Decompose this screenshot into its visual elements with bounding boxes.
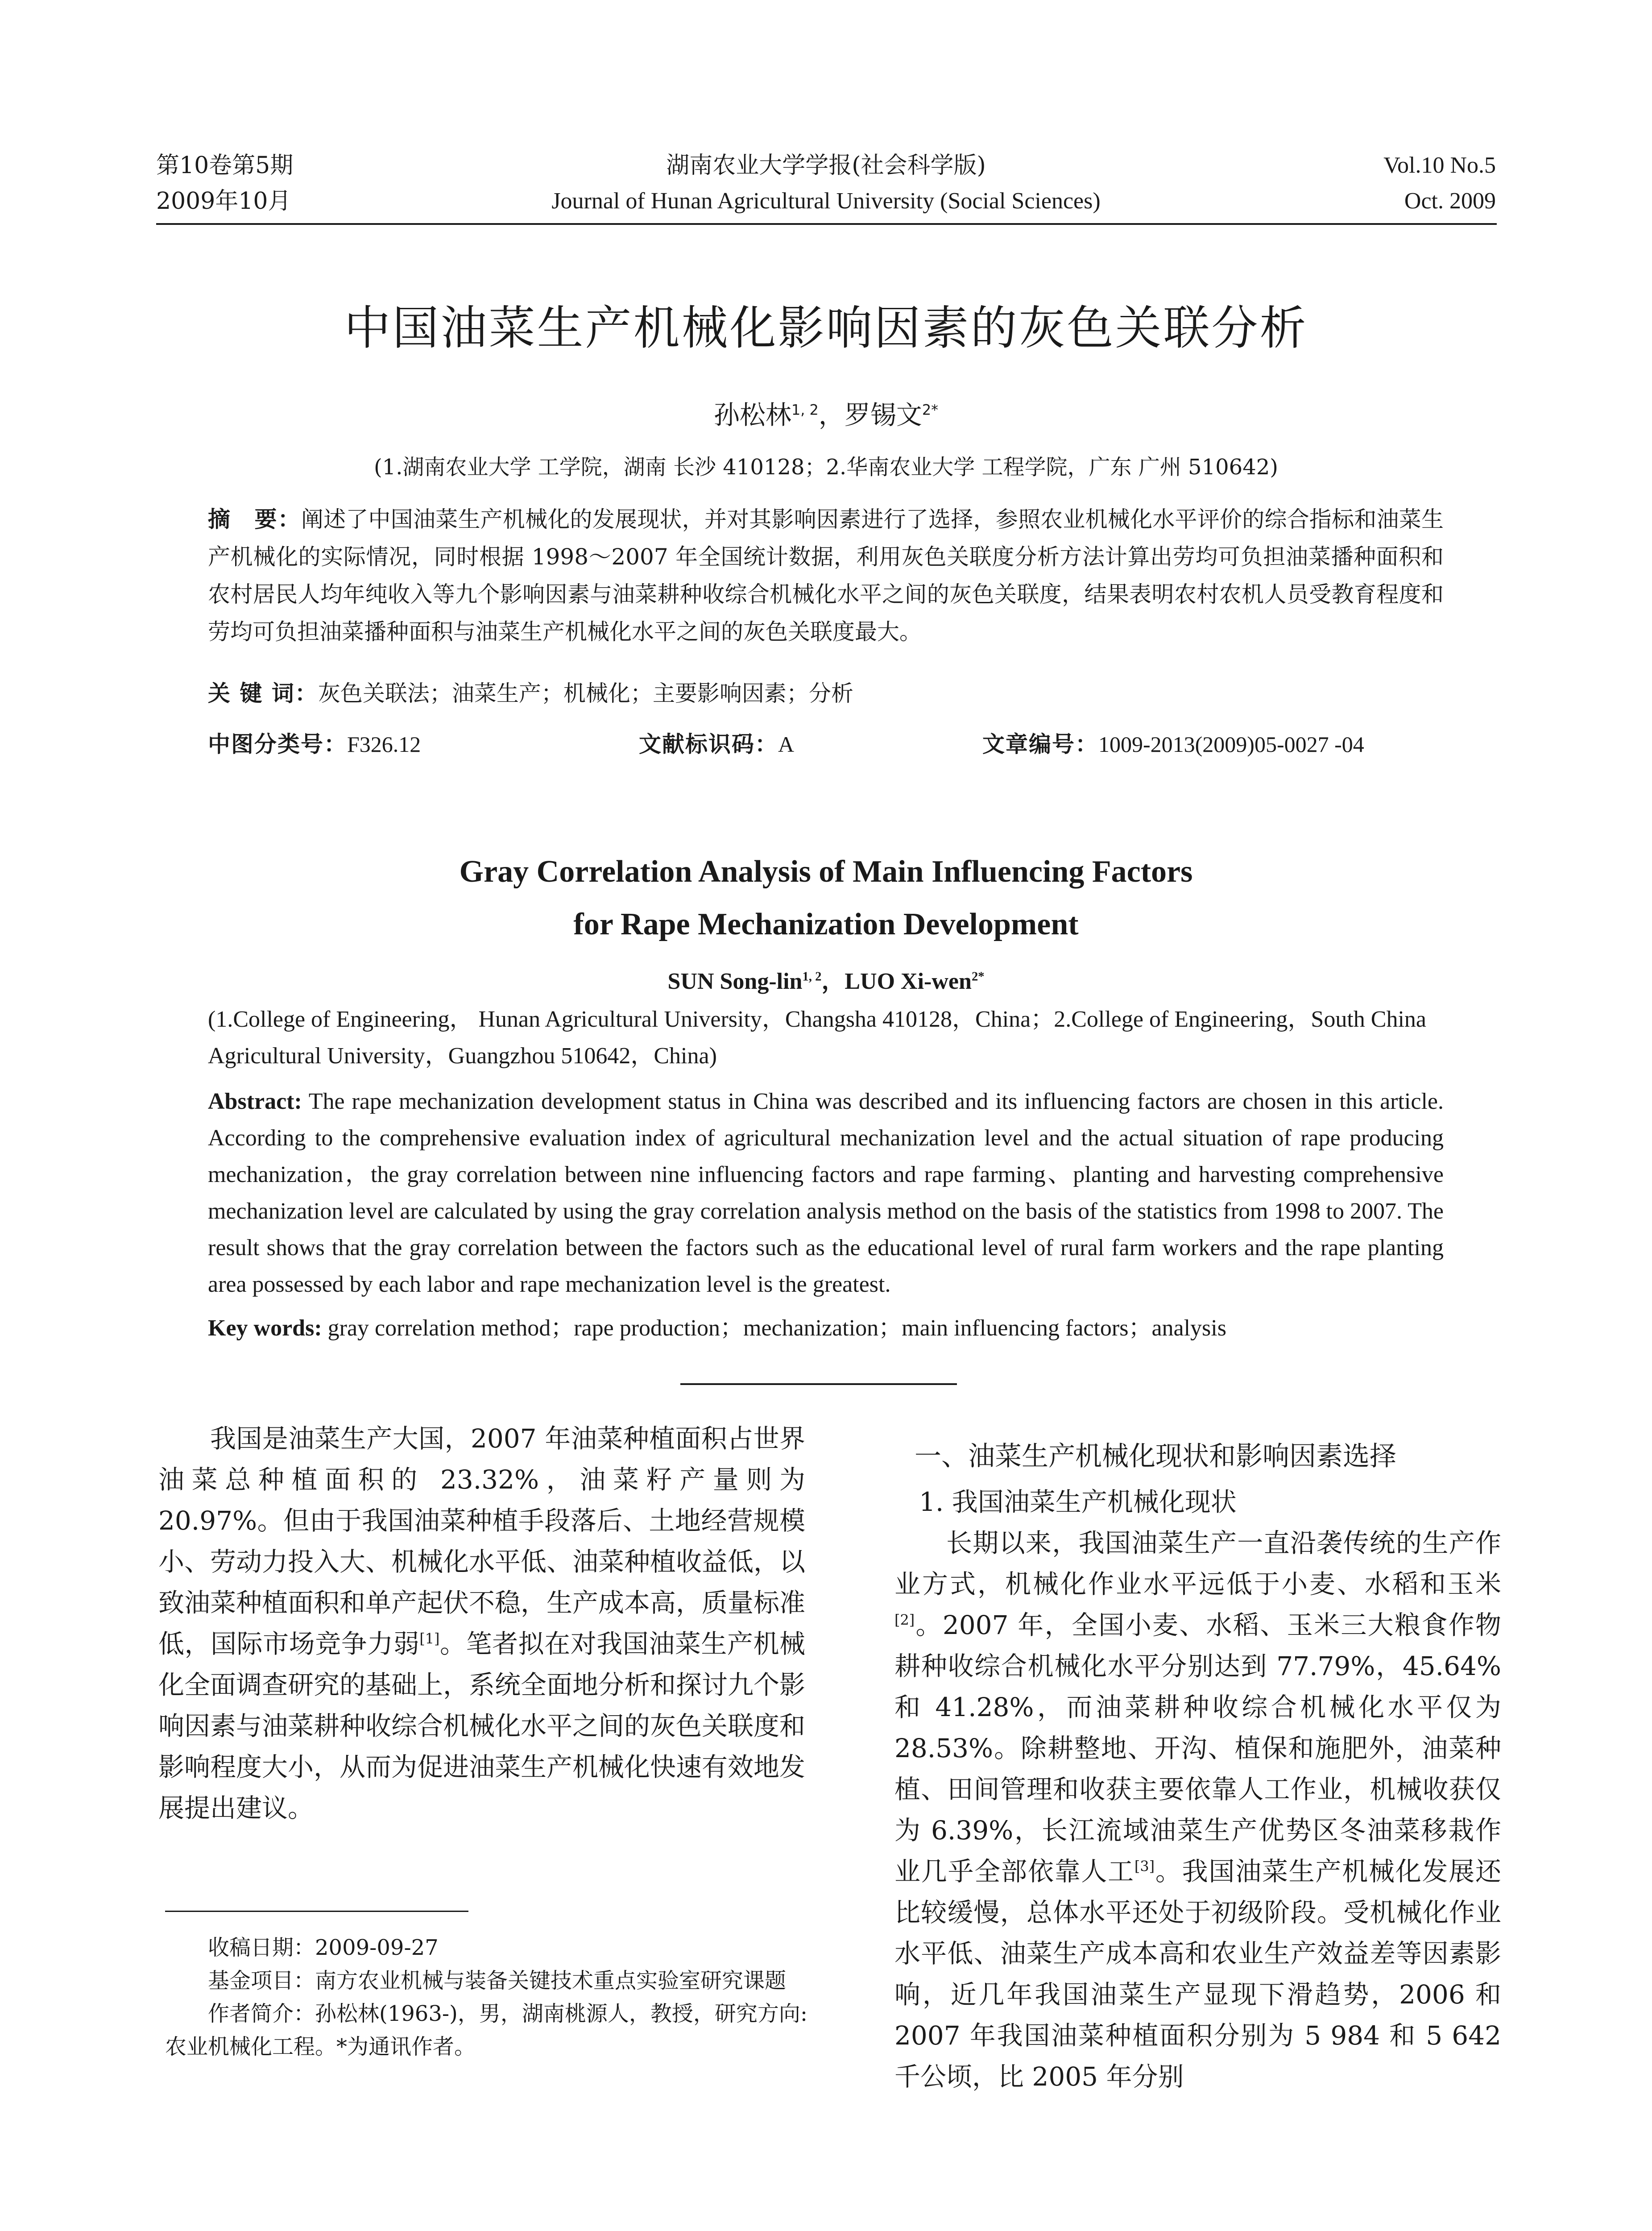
status-paragraph bbox=[894, 1522, 1501, 2097]
footnotes bbox=[165, 1931, 807, 2063]
en-abstract-text: The rape mechanization development status in China was described and its influencing factors are chosen in this article. According to the comprehensive evaluation index of agricultural mechanization level and the actual situation of rape producing mechanization，the gray correlation between nine influencing factors and rape farming、planting and harvesting comprehensive mechanization level are calculated by using the gray correlation analysis method on the basis of the statistics from 1998 to 2007. The result shows that the gray correlation between the factors such as the educational level of rural farm workers and the rape planting area possessed by each labor and rape mechanization level is the greatest. bbox=[208, 1089, 1444, 1297]
header-rule bbox=[156, 223, 1497, 225]
en-abstract bbox=[208, 1083, 1444, 1303]
header-vol-no: Vol.10 No.5 bbox=[1383, 153, 1496, 178]
status-text-3: 。我国油菜生产机械化发展还比较缓慢，总体水平还处于初级阶段。受机械化作业水平低、油菜生产成本高和农业生产效益差等因素影响，近几年我国油菜生产显现下滑趋势，2006 和 2007 年我国油菜种植面积分别为 5 984 和 5 642 千公顷，比 2005 年分别 bbox=[894, 1856, 1501, 2092]
status-text-1: 长期以来，我国油菜生产一直沿袭传统的生产作业方式，机械化作业水平远低于小麦、水稻和玉米 bbox=[894, 1528, 1501, 1599]
cn-article-value: 1009-2013(2009)05-0027 -04 bbox=[1098, 732, 1364, 757]
en-abstract-label: Abstract: bbox=[208, 1089, 302, 1114]
en-affiliation: (1.College of Engineering， Hunan Agricultural University，Changsha 410128，China；2.College of Engineering，South China Agricultural University，Guangzhou 510642，China) bbox=[208, 1007, 1426, 1069]
cn-clc-value: F326.12 bbox=[347, 732, 421, 757]
intro-text-b: 。笔者拟在对我国油菜生产机械化全面调查研究的基础上，系统全面地分析和探讨九个影响因素与油菜耕种收综合机械化水平之间的灰色关联度和影响程度大小，从而为促进油菜生产机械化快速有效地发展提出建议。 bbox=[158, 1629, 806, 1823]
en-author-2: LUO Xi-wen bbox=[845, 969, 972, 994]
section-title: 一、油菜生产机械化现状和影响因素选择 bbox=[915, 1441, 1396, 1472]
intro-paragraph bbox=[158, 1418, 805, 1829]
intro-text-a: 我国是油菜生产大国，2007 年油菜种植面积占世界油菜总种植面积的 23.32%，油菜籽产量则为 20.97%。但由于我国油菜种植手段落后、土地经营规模小、劳动力投入大、机械化水平低、油菜种植收益低，以致油菜种植面积和单产起伏不稳，生产成本高，质量标准低，国际市场竞争力弱 bbox=[158, 1423, 806, 1659]
cn-article-number bbox=[982, 726, 1364, 763]
en-author-2-sup: 2* bbox=[971, 970, 985, 984]
footnote-fund: 基金项目：南方农业机械与装备关键技术重点实验室研究课题 bbox=[208, 1968, 787, 1993]
status-text-2: 。2007 年，全国小麦、水稻、玉米三大粮食作物耕种收综合机械化水平分别达到 77.79%，45.64%和 41.28%，而油菜耕种收综合机械化水平仅为 28.53%。除耕整地、开沟、植保和施肥外，油菜种植、田间管理和收获主要依靠人工作业，机械收获仅为 6.39%，长江流域油菜生产优势区冬油菜移栽作业几乎全部依靠人工 bbox=[894, 1610, 1501, 1887]
en-author-sep: ， bbox=[821, 969, 845, 994]
header-volume: 第10卷第5期 bbox=[156, 152, 294, 179]
en-keywords-label: Key words: bbox=[208, 1315, 322, 1341]
cn-author-1: 孙松林 bbox=[713, 400, 791, 430]
status-ref-2: [2] bbox=[894, 1611, 915, 1629]
cn-abstract-text: 阐述了中国油菜生产机械化的发展现状，并对其影响因素进行了选择，参照农业机械化水平评价的综合指标和油菜生产机械化的实际情况，同时根据 1998～2007 年全国统计数据，利用灰色关联度分析方法计算出劳均可负担油菜播种面积和农村居民人均年纯收入等九个影响因素与油菜耕种收综合机械化水平之间的灰色关联度，结果表明农村农机人员受教育程度和劳均可负担油菜播种面积与油菜生产机械化水平之间的灰色关联度最大。 bbox=[208, 506, 1444, 645]
cn-abstract-label: 摘 要： bbox=[208, 506, 301, 532]
cn-article-label: 文章编号： bbox=[982, 731, 1098, 757]
cn-doc-value: A bbox=[778, 732, 795, 757]
cn-title: 中国油菜生产机械化影响因素的灰色关联分析 bbox=[344, 301, 1308, 355]
cn-keywords-label: 关 键 词： bbox=[208, 680, 318, 706]
right-column-body bbox=[894, 1522, 1501, 2097]
header-month-year: Oct. 2009 bbox=[1404, 188, 1496, 214]
footnote-rule bbox=[165, 1911, 468, 1912]
status-ref-3: [3] bbox=[1134, 1858, 1155, 1875]
cn-author-1-sup: 1, 2 bbox=[791, 401, 819, 419]
en-author-1-sup: 1, 2 bbox=[802, 970, 822, 984]
cn-affiliation: (1.湖南农业大学 工学院，湖南 长沙 410128；2.华南农业大学 工程学院，广东 广州 510642) bbox=[373, 455, 1279, 480]
header-journal-cn: 湖南农业大学学报(社会科学版) bbox=[666, 152, 986, 179]
footnote-received: 收稿日期：2009-09-27 bbox=[208, 1935, 439, 1960]
en-authors bbox=[0, 966, 1652, 997]
en-author-1: SUN Song-lin bbox=[667, 969, 803, 994]
cn-doc-label: 文献标识码： bbox=[639, 731, 778, 757]
cn-author-2: 罗锡文 bbox=[844, 400, 922, 430]
cn-author-sep: ， bbox=[818, 400, 845, 430]
cn-clc-label: 中图分类号： bbox=[208, 731, 347, 757]
section-divider bbox=[680, 1383, 957, 1385]
cn-abstract bbox=[208, 501, 1444, 651]
cn-keywords bbox=[208, 675, 1444, 712]
cn-authors bbox=[0, 397, 1652, 433]
header-date: 2009年10月 bbox=[156, 188, 291, 215]
header-journal-en: Journal of Hunan Agricultural University (Social Sciences) bbox=[551, 188, 1101, 214]
left-column-body bbox=[158, 1418, 805, 1829]
en-keywords bbox=[208, 1310, 1444, 1347]
en-title-line-1: Gray Correlation Analysis of Main Influencing Factors bbox=[459, 854, 1193, 889]
en-keywords-text: gray correlation method；rape production；mechanization；main influencing factors；analysis bbox=[322, 1315, 1226, 1341]
footnote-author-bio: 作者简介：孙松林(1963-)，男，湖南桃源人，教授，研究方向:农业机械化工程。*为通讯作者。 bbox=[165, 2001, 808, 2059]
intro-ref-1: [1] bbox=[419, 1630, 440, 1647]
en-title-line-2: for Rape Mechanization Development bbox=[573, 907, 1079, 941]
cn-clc bbox=[208, 726, 421, 763]
cn-doc-code bbox=[639, 726, 794, 763]
cn-author-2-sup: 2* bbox=[922, 401, 939, 419]
cn-keywords-text: 灰色关联法；油菜生产；机械化；主要影响因素；分析 bbox=[318, 680, 853, 706]
subsection-title: 1. 我国油菜生产机械化现状 bbox=[919, 1487, 1237, 1517]
